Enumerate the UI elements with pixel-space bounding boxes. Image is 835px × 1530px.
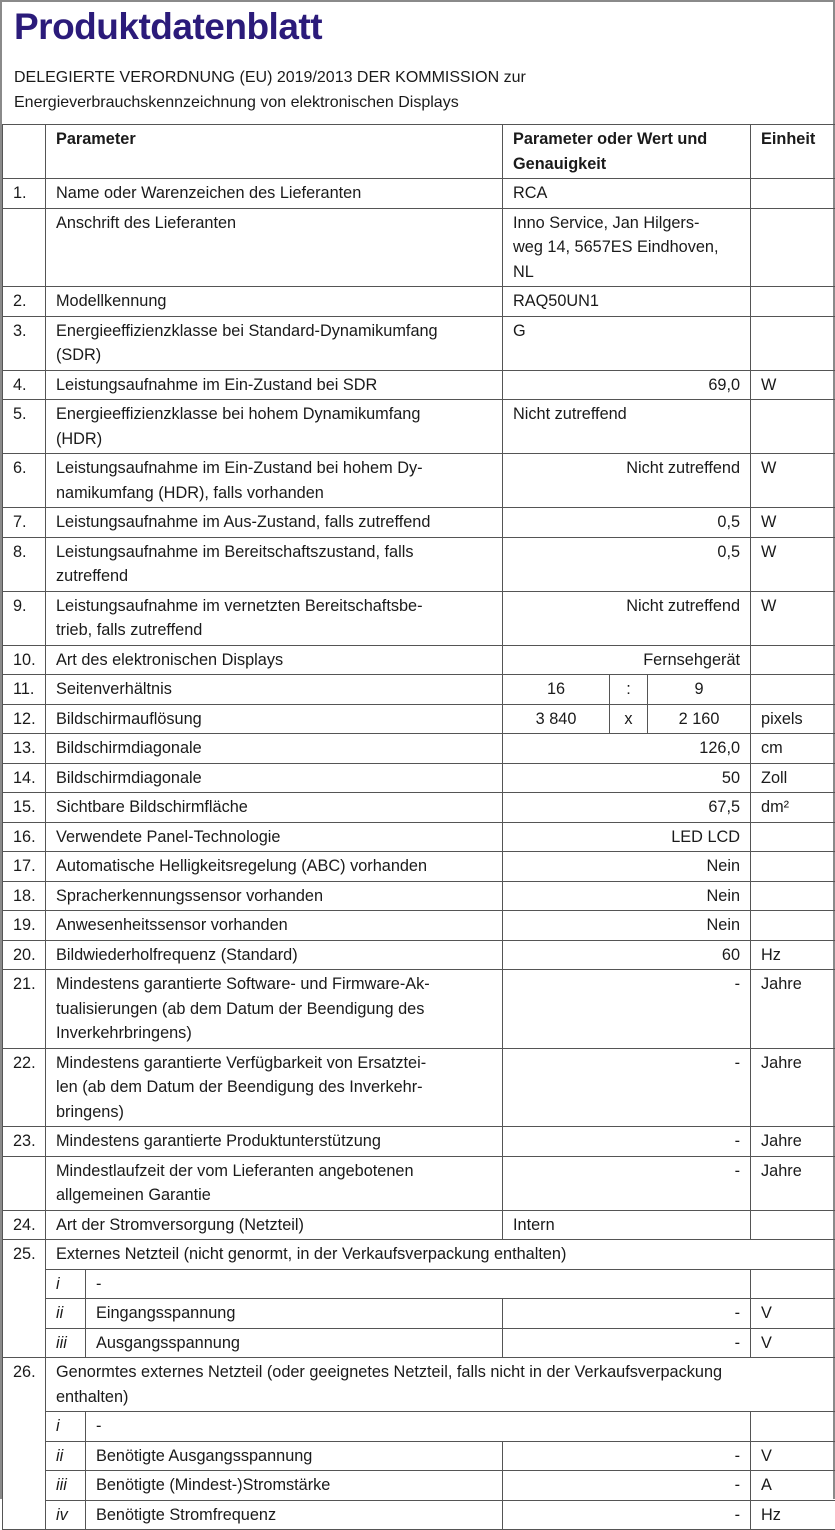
header-num: [3, 125, 46, 179]
parameter-value: 50: [503, 763, 751, 793]
parameter-value: Nicht zutreffend: [503, 591, 751, 645]
parameter-value: RAQ50UN1: [503, 287, 751, 317]
table-row: [3, 793, 835, 823]
unit: W: [751, 508, 835, 538]
parameter-name: Spracherkennungssensor vorhanden: [46, 881, 503, 911]
row-number: 11.: [3, 675, 46, 705]
parameter-value: Nicht zutreffend: [503, 454, 751, 508]
sub-index: ii: [46, 1299, 86, 1329]
parameter-value: RCA: [503, 179, 751, 209]
row-number: 18.: [3, 881, 46, 911]
table-row: [3, 287, 835, 317]
header-unit: Einheit: [751, 125, 835, 179]
unit: [751, 1269, 835, 1299]
unit: [751, 1412, 835, 1442]
header-value: Parameter oder Wert und Genauigkeit: [503, 125, 751, 179]
sub-value: -: [503, 1441, 751, 1471]
unit: [751, 911, 835, 941]
row-number: 5.: [3, 400, 46, 454]
parameter-value: 0,5: [503, 537, 751, 591]
row-number: 22.: [3, 1048, 46, 1127]
unit: W: [751, 591, 835, 645]
table-row: [3, 508, 835, 538]
header-parameter: Parameter: [46, 125, 503, 179]
parameter-name: Leistungsaufnahme im vernetzten Bereitschaftsbe- trieb, falls zutreffend: [46, 591, 503, 645]
parameter-value: Fernsehgerät: [503, 645, 751, 675]
regulation-subtitle: DELEGIERTE VERORDNUNG (EU) 2019/2013 DER KOMMISSION zur Energieverbrauchskennzeichnung von elektronischen Displays: [14, 66, 526, 115]
table-row: [3, 537, 835, 591]
unit: W: [751, 537, 835, 591]
unit: [751, 1210, 835, 1240]
table-row: [3, 970, 835, 1049]
unit: [751, 316, 835, 370]
sub-row: [3, 1328, 835, 1358]
unit: [751, 822, 835, 852]
parameter-value: -: [503, 970, 751, 1049]
sub-value: -: [503, 1500, 751, 1530]
unit: [751, 400, 835, 454]
parameter-name: Verwendete Panel-Technologie: [46, 822, 503, 852]
unit: [751, 179, 835, 209]
row-number: 20.: [3, 940, 46, 970]
unit: Jahre: [751, 1048, 835, 1127]
parameter-value: 126,0: [503, 734, 751, 764]
parameter-name: Name oder Warenzeichen des Lieferanten: [46, 179, 503, 209]
parameter-value: Inno Service, Jan Hilgers- weg 14, 5657ES Eindhoven, NL: [503, 208, 751, 287]
unit: Zoll: [751, 763, 835, 793]
value-part-b: 2 160: [648, 704, 751, 734]
parameter-name: Mindestens garantierte Software- und Firmware-Ak- tualisierungen (ab dem Datum der Beendigung des Inverkehrbringens): [46, 970, 503, 1049]
unit: [751, 675, 835, 705]
sub-index: ii: [46, 1441, 86, 1471]
row-number: 15.: [3, 793, 46, 823]
table-row: [3, 179, 835, 209]
row-number: 21.: [3, 970, 46, 1049]
parameter-value: Nein: [503, 911, 751, 941]
sub-parameter-name: Ausgangsspannung: [86, 1328, 503, 1358]
parameter-value: 69,0: [503, 370, 751, 400]
sub-row: [3, 1299, 835, 1329]
table-row: [3, 1127, 835, 1157]
parameter-value: 67,5: [503, 793, 751, 823]
row-number: 25.: [3, 1240, 46, 1358]
sub-row: [3, 1471, 835, 1501]
parameter-value: -: [503, 1048, 751, 1127]
parameter-name: Bildwiederholfrequenz (Standard): [46, 940, 503, 970]
table-row: [3, 675, 835, 705]
sub-parameter-name: Benötigte Ausgangsspannung: [86, 1441, 503, 1471]
table-row: [3, 1210, 835, 1240]
sub-value: -: [503, 1471, 751, 1501]
parameter-name: Bildschirmdiagonale: [46, 763, 503, 793]
sub-value: -: [86, 1269, 751, 1299]
parameter-value: 0,5: [503, 508, 751, 538]
parameter-name: Art des elektronischen Displays: [46, 645, 503, 675]
sub-index: i: [46, 1269, 86, 1299]
table-row: [3, 734, 835, 764]
table-row: [3, 911, 835, 941]
parameter-value: Nein: [503, 852, 751, 882]
table-row: [3, 208, 835, 287]
parameter-value: -: [503, 1127, 751, 1157]
row-number: 16.: [3, 822, 46, 852]
value-separator: x: [610, 704, 648, 734]
sub-row: [3, 1500, 835, 1530]
parameter-name: Anschrift des Lieferanten: [46, 208, 503, 287]
table-row: [3, 454, 835, 508]
parameter-value: Nein: [503, 881, 751, 911]
unit: V: [751, 1299, 835, 1329]
table-row: [3, 591, 835, 645]
unit: Hz: [751, 940, 835, 970]
unit: A: [751, 1471, 835, 1501]
row-number: 7.: [3, 508, 46, 538]
unit: Hz: [751, 1500, 835, 1530]
parameter-value: Nicht zutreffend: [503, 400, 751, 454]
sub-parameter-name: Eingangsspannung: [86, 1299, 503, 1329]
unit: [751, 881, 835, 911]
table-row: [3, 940, 835, 970]
parameter-name: Leistungsaufnahme im Ein-Zustand bei SDR: [46, 370, 503, 400]
parameter-table: [2, 124, 835, 1530]
table-row: [3, 400, 835, 454]
parameter-value: -: [503, 1156, 751, 1210]
row-number: [3, 208, 46, 287]
table-row: [3, 852, 835, 882]
value-part-a: 16: [503, 675, 610, 705]
row-number: 6.: [3, 454, 46, 508]
parameter-name: Sichtbare Bildschirmfläche: [46, 793, 503, 823]
row-number: 4.: [3, 370, 46, 400]
unit: W: [751, 370, 835, 400]
sub-index: i: [46, 1412, 86, 1442]
row-number: 23.: [3, 1127, 46, 1157]
sub-index: iv: [46, 1500, 86, 1530]
parameter-value: 60: [503, 940, 751, 970]
table-row: [3, 881, 835, 911]
table-row: [3, 704, 835, 734]
row-number: [3, 1156, 46, 1210]
unit: [751, 208, 835, 287]
section-row: [3, 1358, 835, 1412]
row-number: 14.: [3, 763, 46, 793]
row-number: 1.: [3, 179, 46, 209]
sub-index: iii: [46, 1328, 86, 1358]
sub-row: [3, 1441, 835, 1471]
parameter-name: Energieeffizienzklasse bei hohem Dynamikumfang (HDR): [46, 400, 503, 454]
sub-value: -: [503, 1299, 751, 1329]
parameter-name: Bildschirmauflösung: [46, 704, 503, 734]
sub-parameter-name: Benötigte (Mindest-)Stromstärke: [86, 1471, 503, 1501]
table-row: [3, 822, 835, 852]
row-number: 19.: [3, 911, 46, 941]
unit: [751, 645, 835, 675]
unit: V: [751, 1328, 835, 1358]
unit: Jahre: [751, 1127, 835, 1157]
unit: Jahre: [751, 970, 835, 1049]
row-number: 13.: [3, 734, 46, 764]
unit: Jahre: [751, 1156, 835, 1210]
row-number: 8.: [3, 537, 46, 591]
row-number: 24.: [3, 1210, 46, 1240]
parameter-name: Mindestens garantierte Produktunterstützung: [46, 1127, 503, 1157]
parameter-name: Energieeffizienzklasse bei Standard-Dynamikumfang (SDR): [46, 316, 503, 370]
parameter-value: LED LCD: [503, 822, 751, 852]
sub-index: iii: [46, 1471, 86, 1501]
parameter-name: Bildschirmdiagonale: [46, 734, 503, 764]
unit: pixels: [751, 704, 835, 734]
table-row: [3, 645, 835, 675]
parameter-name: Leistungsaufnahme im Ein-Zustand bei hohem Dy- namikumfang (HDR), falls vorhanden: [46, 454, 503, 508]
table-row: [3, 316, 835, 370]
sub-parameter-name: Benötigte Stromfrequenz: [86, 1500, 503, 1530]
parameter-name: Seitenverhältnis: [46, 675, 503, 705]
row-number: 26.: [3, 1358, 46, 1530]
sub-row: [3, 1412, 835, 1442]
row-number: 3.: [3, 316, 46, 370]
sub-value: -: [503, 1328, 751, 1358]
sub-value: -: [86, 1412, 751, 1442]
row-number: 10.: [3, 645, 46, 675]
section-title: Genormtes externes Netzteil (oder geeignetes Netzteil, falls nicht in der Verkaufsverpackung enthalten): [46, 1358, 835, 1412]
unit: [751, 852, 835, 882]
table-row: [3, 370, 835, 400]
row-number: 17.: [3, 852, 46, 882]
sub-row: [3, 1269, 835, 1299]
value-part-a: 3 840: [503, 704, 610, 734]
table-row: [3, 763, 835, 793]
parameter-name: Mindestens garantierte Verfügbarkeit von Ersatztei- len (ab dem Datum der Beendigung des Inverkehr- bringens): [46, 1048, 503, 1127]
unit: V: [751, 1441, 835, 1471]
value-part-b: 9: [648, 675, 751, 705]
parameter-name: Automatische Helligkeitsregelung (ABC) vorhanden: [46, 852, 503, 882]
parameter-value: Intern: [503, 1210, 751, 1240]
table-header: [3, 125, 835, 179]
row-number: 2.: [3, 287, 46, 317]
parameter-value: G: [503, 316, 751, 370]
unit: W: [751, 454, 835, 508]
unit: dm²: [751, 793, 835, 823]
parameter-name: Leistungsaufnahme im Bereitschaftszustand, falls zutreffend: [46, 537, 503, 591]
page-title: Produktdatenblatt: [14, 6, 322, 48]
row-number: 12.: [3, 704, 46, 734]
table-row: [3, 1156, 835, 1210]
parameter-name: Leistungsaufnahme im Aus-Zustand, falls zutreffend: [46, 508, 503, 538]
unit: cm: [751, 734, 835, 764]
parameter-name: Art der Stromversorgung (Netzteil): [46, 1210, 503, 1240]
unit: [751, 287, 835, 317]
parameter-name: Anwesenheitssensor vorhanden: [46, 911, 503, 941]
parameter-name: Mindestlaufzeit der vom Lieferanten angebotenen allgemeinen Garantie: [46, 1156, 503, 1210]
section-row: [3, 1240, 835, 1270]
parameter-name: Modellkennung: [46, 287, 503, 317]
value-separator: :: [610, 675, 648, 705]
row-number: 9.: [3, 591, 46, 645]
section-title: Externes Netzteil (nicht genormt, in der Verkaufsverpackung enthalten): [46, 1240, 835, 1270]
table-row: [3, 1048, 835, 1127]
